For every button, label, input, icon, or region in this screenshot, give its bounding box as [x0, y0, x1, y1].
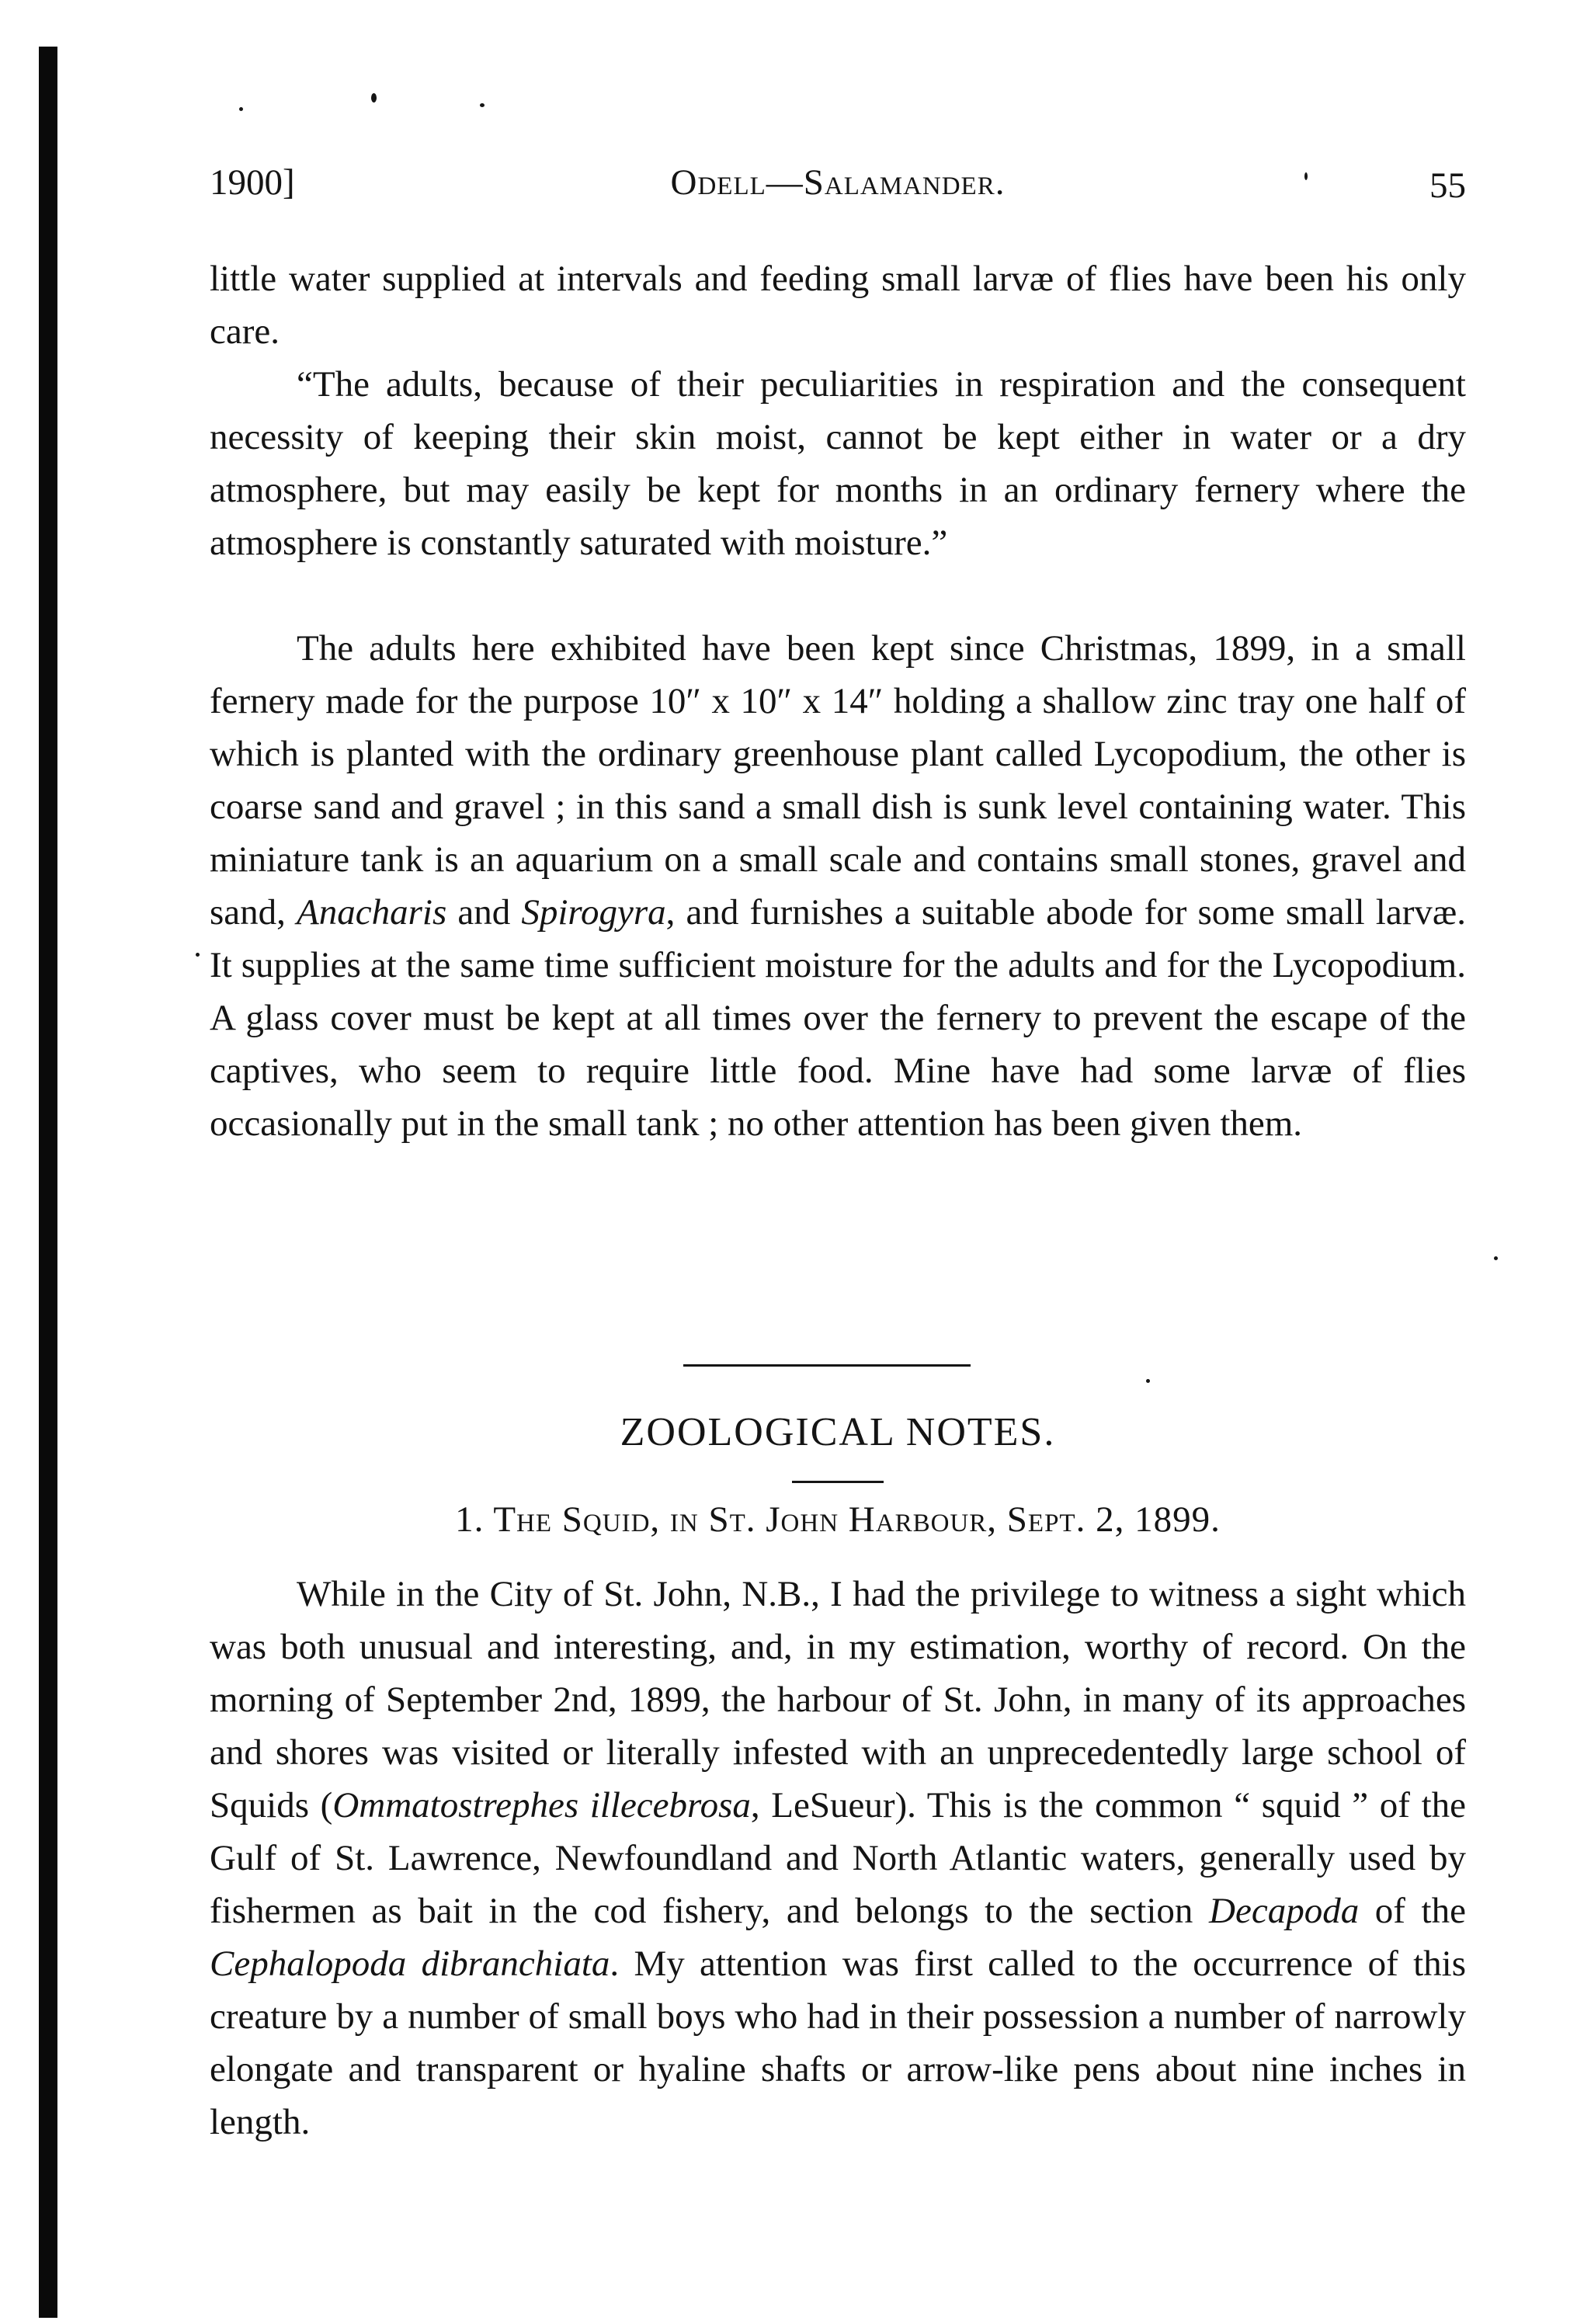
text-run: . My attention was first called to the occurrence of this creature by a number of small boys who had in their possession a number of narrowly elongate and transparent or hyaline shafts or arrow-like pens about nine inches in length.: [210, 1944, 1466, 2142]
text-run: , LeSueur). This is the common “ squid ” of the Gulf of St. Lawrence, Newfoundland and North Atlantic waters, generally used by fishermen as bait in the cod fishery, and belongs to the section: [210, 1785, 1467, 1931]
text-run: of the: [1359, 1891, 1466, 1931]
print-speck: [196, 953, 200, 957]
text-run: and: [446, 892, 522, 933]
taxon-name: Decapoda: [1209, 1891, 1360, 1931]
header-year: 1900]: [210, 162, 295, 203]
print-speck: [239, 107, 243, 111]
paragraph-squid: [210, 1568, 1466, 2149]
print-speck: [480, 103, 485, 107]
title-underline: [792, 1481, 884, 1483]
text-run: , and furnishes a suitable abode for some small larvæ. It supplies at the same time sufficient moisture for the adults and for the Lycopodium. A glass cover must be kept at all times over the fernery to prevent the escape of the captives, who seem to require little food. Mine have had some larvæ of flies occasionally put in the small tank ; no other attention has been given them.: [210, 892, 1466, 1144]
text-run: While in the City of St. John, N.B., I had the privilege to witness a sight which was both unusual and interesting, and, in my estimation, worthy of record. On the morning of September 2nd, 1899, the harbour of St. John, in many of its approaches and shores was visited or literally infested with an unprecedentedly large school of Squids (: [210, 1574, 1466, 1826]
paragraph-quote: “The adults, because of their peculiarities in respiration and the consequent necessity of keeping their skin moist, cannot be kept either in water or a dry atmosphere, but may easily be kept for months in an ordinary fernery where the atmosphere is constantly saturated with moisture.”: [210, 364, 1466, 563]
note-heading: 1. The Squid, in St. John Harbour, Sept. 2, 1899.: [455, 1499, 1221, 1540]
text-run: The adults here exhibited have been kept since Christmas, 1899, in a small fernery made for the purpose 10″ x 10″ x 14″ holding a shallow zinc tray one half of which is planted with the ordinary greenhouse plant called Lycopodium, the other is coarse sand and gravel ; in this sand a small dish is sunk level containing water. This miniature tank is an aquarium on a small scale and contains small stones, gravel and sand,: [210, 628, 1466, 933]
page-number: 55: [1429, 165, 1466, 206]
print-speck: [371, 93, 377, 102]
section-divider: [683, 1364, 971, 1367]
running-header: [210, 155, 1466, 210]
paragraph-fernery: [210, 622, 1466, 1150]
species-name: Spirogyra: [521, 892, 666, 933]
taxon-name: Cephalopoda dibranchiata: [210, 1944, 610, 1984]
section-title: ZOOLOGICAL NOTES.: [620, 1410, 1056, 1454]
paragraph-continuation: little water supplied at intervals and feeding small larvæ of flies have been his only care.: [210, 259, 1466, 352]
species-name: Ommatostrephes illecebrosa: [332, 1785, 751, 1826]
species-name: Anacharis: [297, 892, 447, 933]
header-title: Odell—Salamander.: [670, 162, 1006, 203]
book-spine-shadow: [39, 47, 57, 2318]
print-speck: [1146, 1379, 1150, 1383]
print-speck: [1494, 1256, 1498, 1260]
